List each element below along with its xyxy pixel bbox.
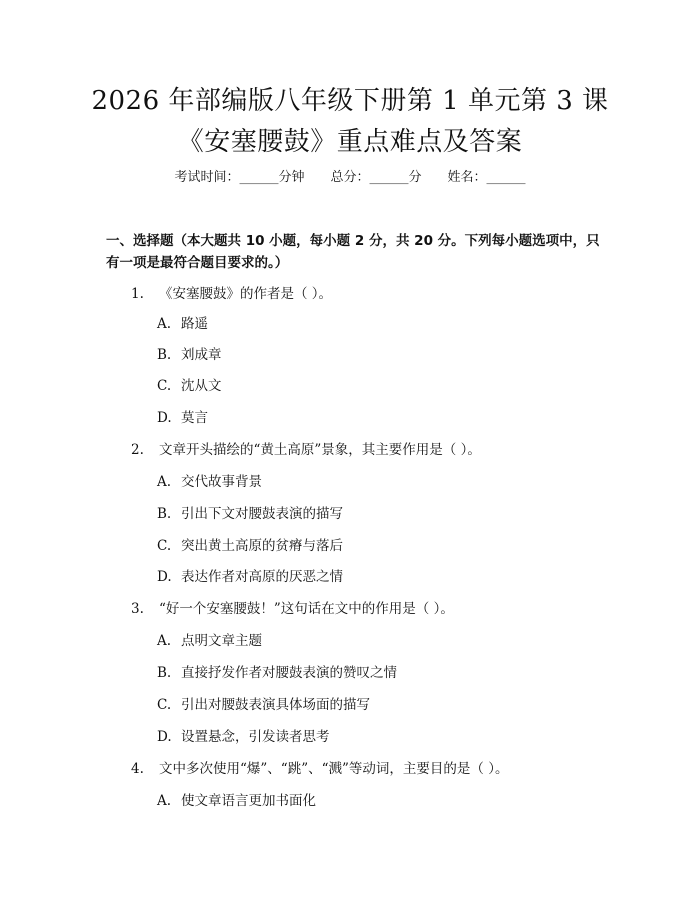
option-3d — [157, 727, 330, 747]
option-text: 交代故事背景 — [181, 474, 262, 490]
option-1a — [157, 314, 208, 334]
option-text: 沈从文 — [181, 378, 222, 394]
document-title-line-2: 《安塞腰鼓》重点难点及答案 — [177, 127, 523, 157]
document-title-line-1: 2026 年部编版八年级下册第 1 单元第 3 课 — [91, 86, 609, 116]
question-text: “好一个安塞腰鼓！”这句话在文中的作用是（ ）。 — [159, 601, 454, 617]
option-2d — [157, 567, 343, 587]
option-text: 表达作者对高原的厌恶之情 — [181, 569, 343, 585]
option-letter: A. — [157, 793, 172, 809]
question-number: 2. — [131, 442, 144, 458]
exam-info-line — [0, 168, 700, 188]
question-number: 3. — [131, 601, 144, 617]
question-text: 《安塞腰鼓》的作者是（ ）。 — [159, 286, 333, 302]
question-number: 4. — [131, 761, 144, 777]
option-letter: C. — [157, 378, 172, 394]
exam-time-field: 考试时间：______分钟 — [174, 170, 305, 185]
option-1b — [157, 345, 222, 365]
option-3a — [157, 631, 262, 651]
option-4a — [157, 791, 316, 811]
option-letter: D. — [157, 569, 172, 585]
option-text: 设置悬念，引发读者思考 — [181, 729, 330, 745]
total-score-field: 总分：______分 — [330, 170, 422, 185]
option-text: 路遥 — [181, 316, 208, 332]
question-2 — [131, 440, 481, 460]
option-text: 点明文章主题 — [181, 633, 262, 649]
option-2c — [157, 536, 343, 556]
question-text: 文章开头描绘的“黄土高原”景象，其主要作用是（ ）。 — [159, 442, 481, 458]
option-letter: A. — [157, 316, 172, 332]
option-3b — [157, 663, 397, 683]
option-letter: A. — [157, 633, 172, 649]
question-4 — [131, 759, 508, 779]
option-letter: D. — [157, 729, 172, 745]
option-text: 刘成章 — [181, 347, 222, 363]
option-text: 引出下文对腰鼓表演的描写 — [181, 506, 343, 522]
option-text: 突出黄土高原的贫瘠与落后 — [181, 538, 343, 554]
section-heading: 一、选择题（本大题共 10 小题，每小题 2 分，共 20 分。下列每小题选项中，只有一项是最符合题目要求的。） — [106, 233, 600, 271]
option-text: 直接抒发作者对腰鼓表演的赞叹之情 — [181, 665, 397, 681]
option-letter: B. — [157, 506, 172, 522]
option-2b — [157, 504, 343, 524]
question-3 — [131, 599, 454, 619]
option-letter: D. — [157, 410, 172, 426]
option-2a — [157, 472, 262, 492]
option-1c — [157, 376, 222, 396]
option-letter: B. — [157, 347, 172, 363]
question-1 — [131, 284, 332, 304]
option-letter: C. — [157, 538, 172, 554]
option-letter: B. — [157, 665, 172, 681]
question-number: 1. — [131, 286, 144, 302]
option-3c — [157, 695, 370, 715]
option-letter: A. — [157, 474, 172, 490]
option-text: 莫言 — [181, 410, 208, 426]
question-text: 文中多次使用“爆”、“跳”、“溅”等动词，主要目的是（ ）。 — [159, 761, 509, 777]
option-text: 使文章语言更加书面化 — [181, 793, 316, 809]
option-text: 引出对腰鼓表演具体场面的描写 — [181, 697, 370, 713]
option-1d — [157, 408, 208, 428]
student-name-field: 姓名：______ — [447, 170, 526, 185]
option-letter: C. — [157, 697, 172, 713]
